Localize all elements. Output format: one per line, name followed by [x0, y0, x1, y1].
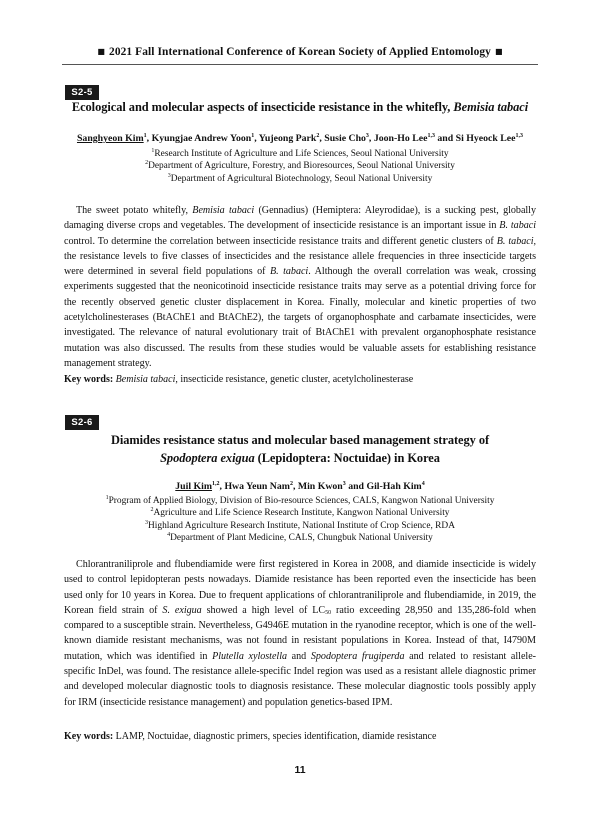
affiliation-text: Department of Plant Medicine, CALS, Chungbuk National University: [170, 532, 433, 543]
running-header: [0, 46, 600, 58]
square-bullet-icon: ■: [97, 47, 106, 56]
keywords-label: Key words:: [64, 374, 114, 385]
author-sup: 1,3: [427, 133, 435, 139]
title-text: (Lepidoptera: Noctuidae) in Korea: [254, 451, 440, 465]
italic-text: B. tabaci: [269, 266, 309, 278]
author-separator: ,: [146, 133, 152, 144]
abstract-title-s2-6: [40, 431, 560, 467]
affiliation-line: [40, 160, 560, 172]
author-name: Gil-Hah Kim: [366, 481, 422, 492]
text-run: (Gennadius) (Hemiptera: Aleyrodidae), is a sucking pest, globally damaging diverse crops and vegetables. The development of insecticide resistance is an important issue in: [64, 205, 536, 232]
affiliation-sup: 1: [151, 148, 155, 154]
author-name: Sanghyeon Kim: [76, 133, 144, 144]
italic-text: B. tabaci: [499, 220, 536, 232]
italic-text: Bemisia tabaci: [192, 205, 255, 216]
author-sup: 2: [289, 481, 293, 487]
header-rule: [62, 64, 538, 65]
affiliation-line: [40, 495, 560, 507]
author-separator: ,: [254, 133, 259, 144]
author-separator: ,: [292, 481, 298, 492]
affiliation-sup: 3: [145, 519, 149, 526]
title-line-2: [40, 449, 560, 467]
author-sup: 1: [251, 133, 255, 139]
italic-text: Plutella xylostella: [212, 650, 288, 662]
author-name: Min Kwon: [297, 481, 343, 492]
title-species: Bemisia tabaci: [453, 100, 529, 114]
abstract-title-s2-5: [40, 98, 560, 116]
title-line-1: Diamides resistance status and molecular based management strategy of: [110, 433, 490, 447]
text-run: showed a high level of LC: [201, 604, 326, 616]
italic-text: B. tabaci,: [496, 235, 536, 247]
subscript-text: 50: [325, 609, 332, 616]
author-name: Susie Cho: [324, 133, 366, 144]
affiliation-sup: 1: [105, 495, 109, 501]
author-sup: 2: [316, 133, 320, 139]
affiliation-line: [40, 532, 560, 544]
text-run: . Although the overall correlation was weak, crossing experiments suggested that the neonicotinoid insecticide resistance traits may serve as a potential driving force for the recently observed genetic cluster displacement in Korea. Finally, molecular and kinetic properties of two acetylcholinesterases (BtAChE1 and BtAChE2), the targets of organophosphate and carbamate insecticides, were investigated. The relevance of natural evolutionary trait of BtAChE1 with prevalent organophosphate resistance mutation was also discussed. The results from these studies would be valuable assets for establishing resistance management strategy.: [64, 266, 536, 369]
conference-name: 2021 Fall International Conference of Korean Society of Applied Entomology: [109, 46, 491, 58]
author-sup: 1,2: [212, 481, 220, 487]
affiliations-s2-6: [40, 495, 560, 544]
affiliation-sup: 2: [145, 160, 149, 167]
author-list-s2-5: [40, 133, 560, 145]
affiliation-sup: 2: [150, 507, 154, 514]
text-run: and related to resistant allele-specific InDel, was found. The resistance allele-specific Indel region was used as a resistant allele diagnostic primer and developed molecular diagnostic tools to diagnosis resistance. These molecular diagnostic tools possibly apply for IRM (insecticide resistance management) and population genetics-based IPM.: [64, 650, 537, 708]
italic-text: S. exigua: [162, 604, 202, 616]
italic-text: Bemisia tabaci: [115, 374, 176, 385]
text-run: control. To determine the correlation between insecticide resistance traits and different genetic clusters of: [64, 235, 497, 247]
page-number: 11: [294, 764, 306, 776]
author-separator: ,: [368, 133, 374, 144]
author-sup: 4: [421, 481, 425, 487]
affiliation-text: Agriculture and Life Science Research Institute, Kangwon National University: [153, 508, 450, 519]
affiliation-line: [40, 520, 560, 532]
text-run: Chlorantraniliprole and flubendiamide were first registered in Korea in 2008, and diamide insecticide is widely used to control lepidopteran pests nowadays. Diamide resistance has been reported even the insecticide has been used only for 10 years in Korea. Due to frequent applications of chlorantraniliprole and flubendiamide, in 2019, the Korean field strain of: [64, 559, 536, 616]
abstract-body-s2-5: [64, 203, 536, 371]
affiliation-text: Program of Applied Biology, Division of Bio-resource Sciences, CALS, Kangwon National University: [108, 496, 495, 506]
author-name: Kyungjae Andrew Yoon: [151, 133, 252, 144]
author-name: Juil Kim: [175, 481, 213, 492]
text-run: ratio exceeding 28,950 and 135,286-fold when compared to a susceptible strain. Nevertheless, G4946E mutation in the ryanodine receptor, which is one of the well-known diamide resistant mechanisms, was not found in resistant populations in Korea. Instead of that, I4790M mutation, which was identified in: [64, 604, 536, 662]
keywords-label: Key words:: [64, 731, 114, 742]
italic-text: Spodoptera frugiperda: [310, 650, 405, 662]
author-name: Hwa Yeun Nam: [224, 481, 290, 492]
text-run: the resistance levels to five classes of insecticides and the resistance allele frequencies in three insecticide targets were determined in several field populations of: [64, 250, 536, 278]
author-sup: 1,3: [515, 133, 524, 139]
text-run: The sweet potato whitefly,: [76, 205, 193, 216]
session-tag-s2-6: S2-6: [65, 415, 99, 430]
keywords-s2-5: [64, 373, 544, 386]
text-run: and: [287, 650, 311, 662]
square-bullet-icon: ■: [494, 47, 503, 56]
affiliation-sup: 3: [167, 172, 171, 179]
text-run: LAMP, Noctuidae, diagnostic primers, species identification, diamide resistance: [115, 731, 437, 742]
author-name: Si Hyeock Lee: [455, 133, 516, 144]
author-separator: ,: [319, 133, 325, 144]
abstract-body-s2-6: [64, 557, 536, 710]
affiliations-s2-5: [40, 148, 560, 185]
affiliation-text: Research Institute of Agriculture and Life Sciences, Seoul National University: [154, 149, 449, 159]
affiliation-line: [40, 173, 560, 185]
affiliation-sup: 4: [167, 531, 171, 538]
text-run: , insecticide resistance, genetic cluster, acetylcholinesterase: [175, 374, 414, 385]
affiliation-text: Department of Agricultural Biotechnology, Seoul National University: [170, 173, 433, 184]
author-list-s2-6: [40, 481, 560, 493]
affiliation-text: Department of Agriculture, Forestry, and Bioresources, Seoul National University: [148, 161, 455, 172]
author-separator: and: [345, 481, 367, 492]
title-text: Ecological and molecular aspects of insecticide resistance in the whitefly,: [71, 100, 454, 114]
keywords-s2-6: [64, 730, 544, 743]
author-name: Yujeong Park: [258, 133, 317, 144]
title-species: Spodoptera exigua: [160, 451, 255, 465]
affiliation-text: Highland Agriculture Research Institute, National Institute of Crop Science, RDA: [148, 520, 455, 531]
affiliation-line: [40, 148, 560, 160]
affiliation-line: [40, 507, 560, 519]
author-separator: ,: [219, 481, 225, 492]
author-name: Joon-Ho Lee: [373, 133, 428, 144]
author-sup: 1: [143, 133, 147, 139]
author-sup: 3: [365, 133, 369, 139]
author-separator: and: [434, 133, 456, 144]
author-sup: 3: [342, 481, 346, 487]
session-tag-s2-5: S2-5: [65, 85, 99, 100]
